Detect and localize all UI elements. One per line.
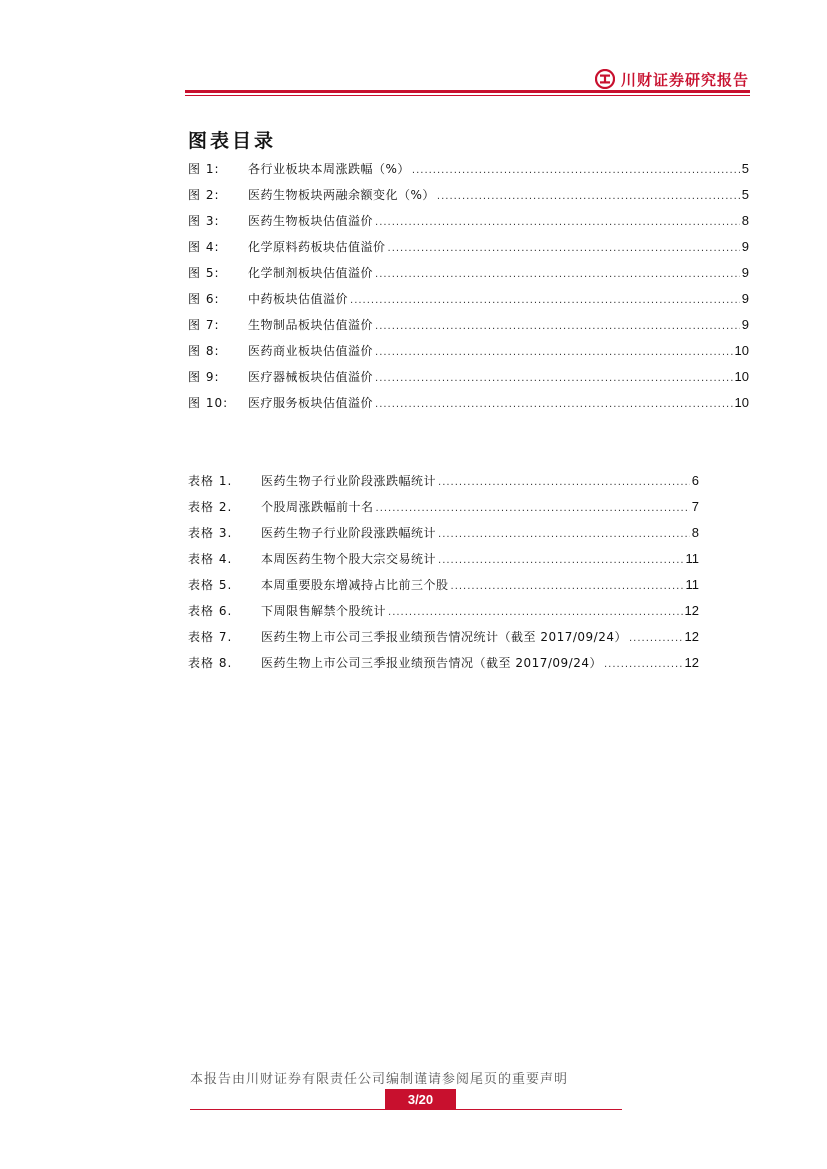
toc-entry-table-7[interactable] (188, 628, 699, 654)
toc-entry-table-2[interactable] (188, 498, 699, 524)
dot-leader (376, 503, 690, 514)
toc-entry-table-4[interactable] (188, 550, 699, 576)
entry-title: 生物制品板块估值溢价 (248, 318, 374, 332)
toc-entry-figure-4[interactable] (188, 238, 749, 264)
entry-page: 9 (741, 317, 749, 332)
entry-page: 10 (734, 343, 749, 358)
entry-page: 10 (734, 369, 749, 384)
dot-leader (438, 529, 690, 540)
entry-label: 表格 6. (188, 604, 233, 618)
entry-title: 本周重要股东增减持占比前三个股 (261, 578, 449, 592)
brand-name: 川财证券研究报告 (620, 70, 749, 89)
toc-entry-table-8[interactable] (188, 654, 699, 680)
entry-label: 图 4: (188, 240, 220, 254)
header-brand (595, 67, 749, 91)
entry-label: 表格 2. (188, 500, 233, 514)
entry-title: 医药生物板块两融余额变化（%） (248, 188, 435, 202)
entry-title: 医疗服务板块估值溢价 (248, 396, 374, 410)
entry-page: 10 (734, 395, 749, 410)
dot-leader (437, 191, 740, 202)
header-divider-thin (185, 95, 750, 96)
entry-label: 图 10: (188, 396, 229, 410)
entry-page: 11 (685, 577, 699, 592)
dot-leader (438, 555, 683, 566)
entry-title: 个股周涨跌幅前十名 (261, 500, 374, 514)
dot-leader (375, 347, 733, 358)
entry-title: 各行业板块本周涨跌幅（%） (248, 162, 410, 176)
dot-leader (451, 581, 684, 592)
entry-page: 5 (741, 161, 749, 176)
entry-page: 7 (691, 499, 699, 514)
dot-leader (375, 217, 740, 228)
toc-entry-figure-2[interactable] (188, 186, 749, 212)
entry-title: 医药生物子行业阶段涨跌幅统计 (261, 526, 437, 540)
entry-label: 图 5: (188, 266, 220, 280)
dot-leader (412, 165, 740, 176)
entry-page: 11 (685, 551, 699, 566)
dot-leader (438, 477, 690, 488)
entry-page: 5 (741, 187, 749, 202)
entry-title: 本周医药生物个股大宗交易统计 (261, 552, 437, 566)
footer-disclaimer: 本报告由川财证券有限责任公司编制谨请参阅尾页的重要声明 (190, 1072, 569, 1087)
toc-entry-figure-6[interactable] (188, 290, 749, 316)
toc-entry-figure-8[interactable] (188, 342, 749, 368)
entry-title: 医药生物板块估值溢价 (248, 214, 374, 228)
entry-label: 表格 3. (188, 526, 233, 540)
entry-label: 图 9: (188, 370, 220, 384)
entry-label: 表格 7. (188, 630, 233, 644)
dot-leader (388, 607, 683, 618)
entry-title: 中药板块估值溢价 (248, 292, 349, 306)
toc-entry-figure-10[interactable] (188, 394, 749, 420)
entry-label: 图 3: (188, 214, 220, 228)
header-divider (185, 90, 750, 93)
entry-page: 12 (684, 603, 699, 618)
entry-label: 图 6: (188, 292, 220, 306)
entry-label: 表格 5. (188, 578, 233, 592)
dot-leader (375, 321, 740, 332)
entry-page: 9 (741, 291, 749, 306)
entry-page: 8 (741, 213, 749, 228)
entry-label: 图 7: (188, 318, 220, 332)
entry-label: 图 1: (188, 162, 220, 176)
toc-entry-table-5[interactable] (188, 576, 699, 602)
entry-label: 图 8: (188, 344, 220, 358)
toc-entry-table-6[interactable] (188, 602, 699, 628)
toc-entry-table-3[interactable] (188, 524, 699, 550)
entry-title: 医药商业板块估值溢价 (248, 344, 374, 358)
entry-label: 表格 1. (188, 474, 233, 488)
entry-title: 医疗器械板块估值溢价 (248, 370, 374, 384)
entry-page: 12 (684, 655, 699, 670)
toc-title: 图表目录 (188, 130, 277, 152)
dot-leader (350, 295, 740, 306)
dot-leader (375, 399, 733, 410)
toc-entry-figure-3[interactable] (188, 212, 749, 238)
dot-leader (375, 373, 733, 384)
entry-page: 8 (691, 525, 699, 540)
dot-leader (629, 633, 683, 644)
page-number: 3/20 (385, 1089, 456, 1110)
dot-leader (388, 243, 740, 254)
table-list (188, 472, 699, 680)
entry-title: 化学原料药板块估值溢价 (248, 240, 386, 254)
entry-title: 医药生物子行业阶段涨跌幅统计 (261, 474, 437, 488)
toc-entry-table-1[interactable] (188, 472, 699, 498)
entry-page: 9 (741, 265, 749, 280)
toc-entry-figure-5[interactable] (188, 264, 749, 290)
entry-title: 医药生物上市公司三季报业绩预告情况统计（截至 2017/09/24） (261, 630, 627, 644)
footer-divider (190, 1109, 622, 1110)
toc-entry-figure-1[interactable] (188, 160, 749, 186)
toc-entry-figure-7[interactable] (188, 316, 749, 342)
figure-list (188, 160, 749, 420)
entry-label: 表格 8. (188, 656, 233, 670)
toc-entry-figure-9[interactable] (188, 368, 749, 394)
entry-page: 6 (691, 473, 699, 488)
entry-title: 化学制剂板块估值溢价 (248, 266, 374, 280)
entry-page: 9 (741, 239, 749, 254)
chuancai-logo-icon (595, 69, 615, 89)
entry-title: 下周限售解禁个股统计 (261, 604, 387, 618)
entry-label: 表格 4. (188, 552, 233, 566)
entry-label: 图 2: (188, 188, 220, 202)
dot-leader (375, 269, 740, 280)
entry-page: 12 (684, 629, 699, 644)
dot-leader (604, 659, 683, 670)
entry-title: 医药生物上市公司三季报业绩预告情况（截至 2017/09/24） (261, 656, 602, 670)
